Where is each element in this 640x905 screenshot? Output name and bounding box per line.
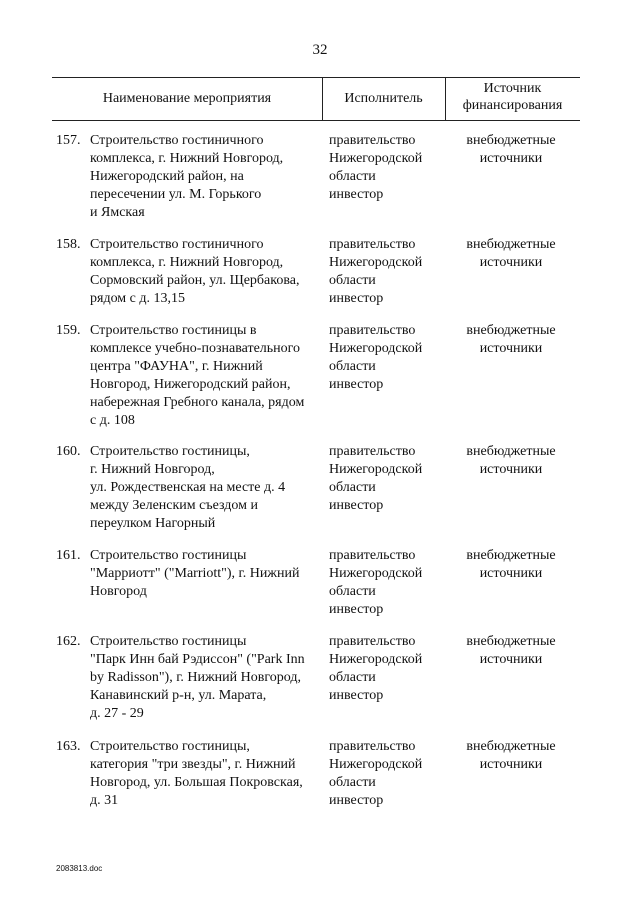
row-number: 160. [56, 444, 81, 459]
row-name: Строительство гостиницы в комплексе учебно-познавательного центра "ФАУНА", г. Нижний Новгород, Нижегородский район, набережная Гребного канала, рядом с д. 108 [90, 323, 305, 428]
row-number: 159. [56, 323, 81, 338]
row-source: внебюджетные источники [466, 739, 556, 772]
row-name: Строительство гостиницы "Парк Инн бай Рэдиссон" ("Park Inn by Radisson"), г. Нижний Новгород, Канавинский р-н, ул. Марата, д. 27 - 29 [90, 634, 305, 721]
row-executor: правительство Нижегородской области инвестор [329, 739, 423, 808]
header-source: Источник финансирования [462, 81, 563, 113]
row-source: внебюджетные источники [466, 323, 556, 356]
row-name: Строительство гостиницы, категория "три звезды", г. Нижний Новгород, ул. Большая Покровская, д. 31 [90, 739, 303, 808]
row-number: 157. [56, 133, 81, 148]
row-executor: правительство Нижегородской области инвестор [329, 548, 423, 617]
row-executor: правительство Нижегородской области инвестор [329, 444, 423, 513]
row-source: внебюджетные источники [466, 444, 556, 477]
row-executor: правительство Нижегородской области инвестор [329, 634, 423, 703]
row-executor: правительство Нижегородской области инвестор [329, 237, 423, 306]
document-filename: 2083813.doc [56, 864, 103, 873]
header-bottom-rule [52, 120, 580, 121]
row-executor: правительство Нижегородской области инвестор [329, 323, 423, 392]
row-source: внебюджетные источники [466, 237, 556, 270]
row-source: внебюджетные источники [466, 548, 556, 581]
row-number: 161. [56, 548, 81, 563]
row-number: 163. [56, 739, 81, 754]
table-top-rule [52, 77, 580, 78]
row-source: внебюджетные источники [466, 634, 556, 667]
header-name: Наименование мероприятия [102, 91, 272, 106]
row-executor: правительство Нижегородской области инвестор [329, 133, 423, 202]
row-number: 158. [56, 237, 81, 252]
header-executor: Исполнитель [344, 91, 423, 106]
page-number: 32 [312, 42, 328, 58]
row-number: 162. [56, 634, 81, 649]
row-name: Строительство гостиничного комплекса, г. Нижний Новгород, Нижегородский район, на пересечении ул. М. Горького и Ямская [90, 133, 284, 220]
row-name: Строительство гостиницы, г. Нижний Новгород, ул. Рождественская на месте д. 4 между Зеленским съездом и переулком Нагорный [90, 444, 286, 531]
row-name: Строительство гостиничного комплекса, г. Нижний Новгород, Сормовский район, ул. Щербакова, рядом с д. 13,15 [90, 237, 300, 306]
row-name: Строительство гостиницы "Марриотт" ("Marriott"), г. Нижний Новгород [90, 548, 300, 599]
row-source: внебюджетные источники [466, 133, 556, 166]
